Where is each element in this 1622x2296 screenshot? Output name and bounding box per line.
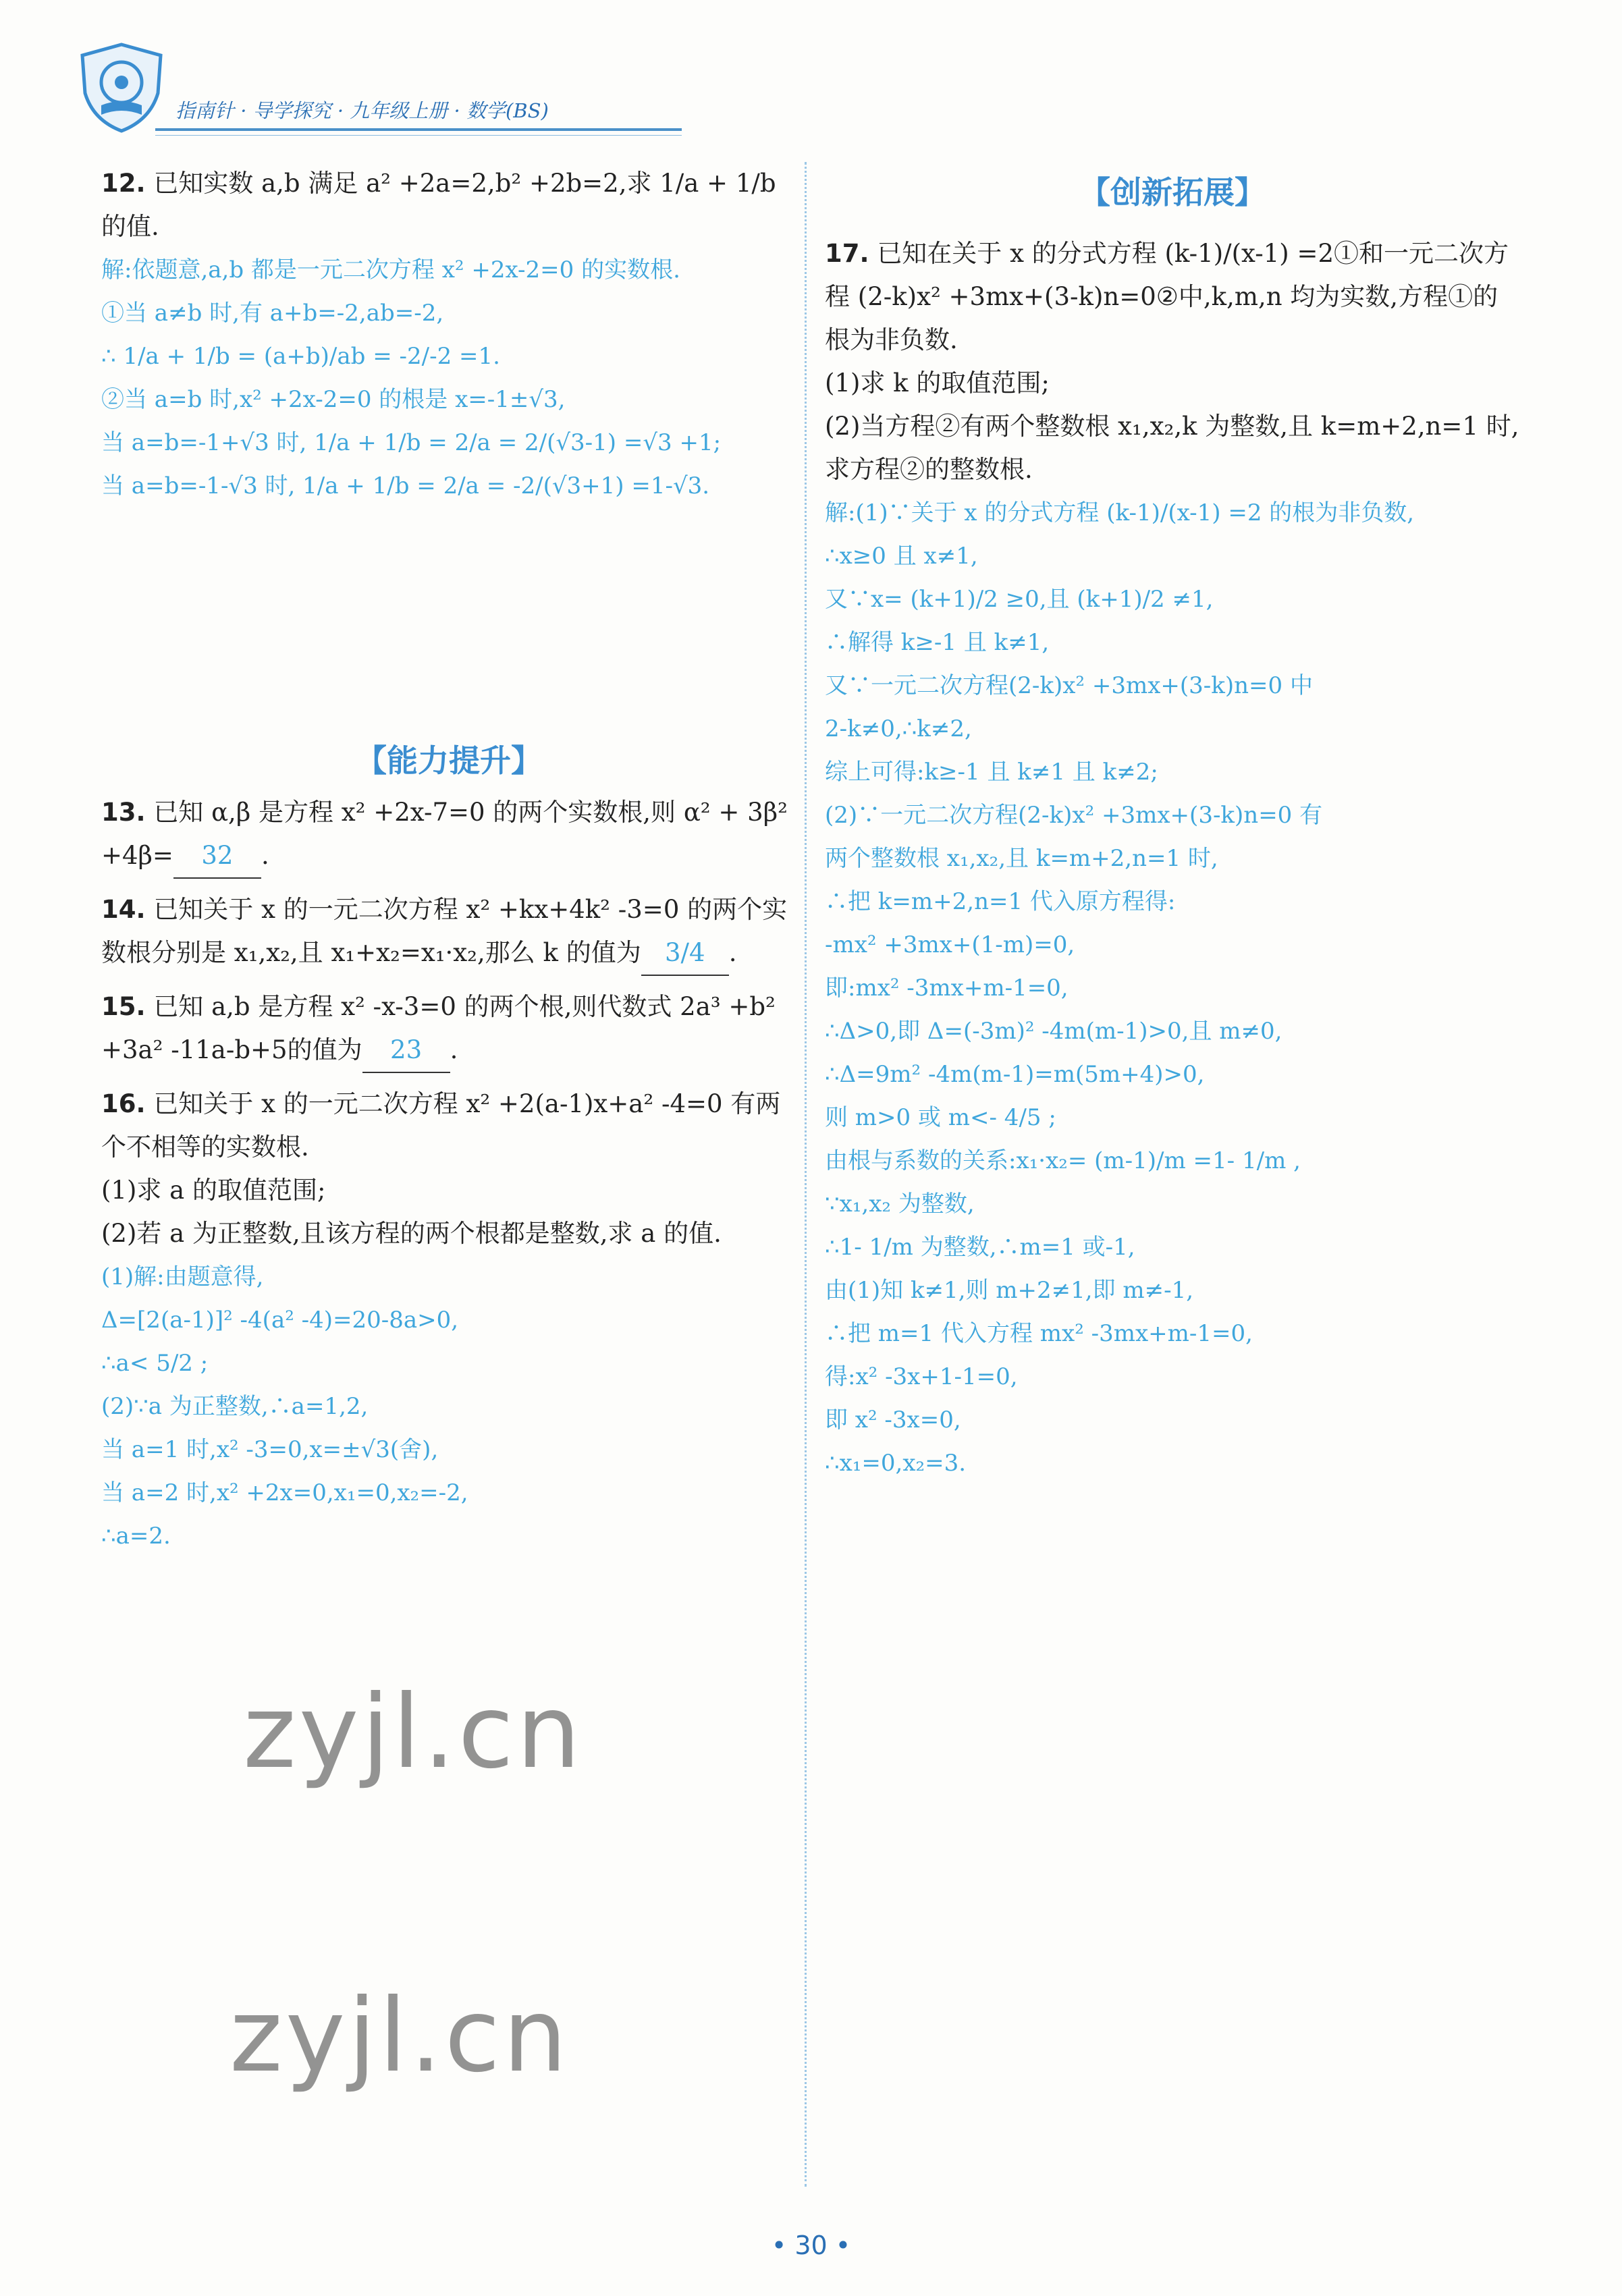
- answer-line: ∴把 k=m+2,n=1 代入原方程得:: [825, 888, 1176, 915]
- header-rule-thin: [155, 135, 682, 136]
- question-number: 13.: [101, 798, 146, 827]
- answer-line: 则 m>0 或 m<- 4/5 ;: [825, 1104, 1056, 1131]
- section-title-innovation: 【创新拓展】: [1079, 174, 1266, 211]
- right-column: [825, 162, 1520, 1485]
- answer-line: 两个整数根 x₁,x₂,且 k=m+2,n=1 时,: [825, 845, 1218, 872]
- answer-line: 当 a=2 时,x² +2x=0,x₁=0,x₂=-2,: [101, 1479, 468, 1506]
- question-number: 17.: [825, 239, 869, 268]
- answer-line: 当 a=b=-1+√3 时, 1/a + 1/b = 2/a = 2/(√3-1) =√3 +1;: [101, 429, 722, 456]
- question-part: (2)若 a 为正整数,且该方程的两个根都是整数,求 a 的值.: [101, 1219, 722, 1248]
- answer-line: 由(1)知 k≠1,则 m+2≠1,即 m≠-1,: [825, 1277, 1194, 1304]
- answer-line: 当 a=1 时,x² -3=0,x=±√3(舍),: [101, 1436, 439, 1463]
- answer-line: 由根与系数的关系:x₁·x₂= (m-1)/m =1- 1/m ,: [825, 1147, 1301, 1174]
- answer-line: 即 x² -3x=0,: [825, 1406, 961, 1433]
- question-tail: .: [728, 938, 737, 967]
- answer-line: ∴Δ=9m² -4m(m-1)=m(5m+4)>0,: [825, 1061, 1205, 1088]
- column-divider: [805, 162, 807, 2187]
- left-column: [101, 162, 796, 1558]
- page-header: [74, 34, 682, 142]
- answer-line: ∴x≥0 且 x≠1,: [825, 543, 978, 570]
- answer-line: 又∵一元二次方程(2-k)x² +3mx+(3-k)n=0 中: [825, 672, 1313, 699]
- answer-line: Δ=[2(a-1)]² -4(a² -4)=20-8a>0,: [101, 1307, 459, 1334]
- answer-line: (1)解:由题意得,: [101, 1263, 264, 1290]
- watermark: zyjl.cn: [243, 1674, 584, 1791]
- question-15: [101, 985, 796, 1073]
- answer-line: ①当 a≠b 时,有 a+b=-2,ab=-2,: [101, 300, 444, 327]
- question-text: 已知在关于 x 的分式方程 (k-1)/(x-1) =2①和一元二次方程 (2-k)x² +3mx+(3-k)n=0②中,k,m,n 均为实数,方程①的根为非负数.: [825, 239, 1509, 354]
- answer-line: 解:依题意,a,b 都是一元二次方程 x² +2x-2=0 的实数根.: [101, 256, 680, 283]
- answer-line: ∵x₁,x₂ 为整数,: [825, 1191, 975, 1218]
- question-number: 14.: [101, 895, 146, 924]
- answer-line: (2)∵一元二次方程(2-k)x² +3mx+(3-k)n=0 有: [825, 802, 1323, 829]
- answer-line: ∴a=2.: [101, 1523, 171, 1550]
- question-part: (1)求 k 的取值范围;: [825, 368, 1050, 398]
- blank-space: [101, 508, 796, 730]
- question-text: 已知实数 a,b 满足 a² +2a=2,b² +2b=2,求 1/a + 1/b 的值.: [101, 169, 776, 241]
- question-14: [101, 888, 796, 976]
- answer-line: ∴1- 1/m 为整数,∴m=1 或-1,: [825, 1234, 1135, 1261]
- question-text: 已知关于 x 的一元二次方程 x² +2(a-1)x+a² -4=0 有两个不相等的实数根.: [101, 1089, 781, 1161]
- question-number: 15.: [101, 992, 146, 1021]
- answer-17: [825, 491, 1520, 1485]
- answer-16: [101, 1255, 796, 1558]
- answer-line: 得:x² -3x+1-1=0,: [825, 1363, 1018, 1390]
- question-number: 16.: [101, 1089, 146, 1118]
- answer-line: ∴ 1/a + 1/b = (a+b)/ab = -2/-2 =1.: [101, 343, 500, 370]
- answer-12: [101, 248, 796, 508]
- header-text: 指南针 · 导学探究 · 九年级上册 · 数学(BS): [175, 99, 549, 122]
- shield-logo-icon: [74, 40, 169, 135]
- question-17: [825, 232, 1520, 362]
- answer-line: ∴x₁=0,x₂=3.: [825, 1450, 967, 1477]
- question-13: [101, 791, 796, 879]
- answer-line: 即:mx² -3mx+m-1=0,: [825, 975, 1069, 1002]
- answer-line: 2-k≠0,∴k≠2,: [825, 715, 972, 742]
- question-12: [101, 162, 796, 248]
- answer-line: ②当 a=b 时,x² +2x-2=0 的根是 x=-1±√3,: [101, 386, 566, 413]
- header-rule: [155, 128, 682, 131]
- answer-blank: 3/4: [641, 931, 729, 976]
- answer-line: 又∵x= (k+1)/2 ≥0,且 (k+1)/2 ≠1,: [825, 586, 1214, 613]
- question-text: 已知 α,β 是方程 x² +2x-7=0 的两个实数根,则 α² + 3β² +4β=: [101, 798, 788, 870]
- answer-line: 综上可得:k≥-1 且 k≠1 且 k≠2;: [825, 759, 1158, 786]
- question-number: 12.: [101, 169, 146, 198]
- page-number: • 30 •: [771, 2231, 851, 2260]
- question-16: [101, 1083, 796, 1169]
- answer-line: ∴解得 k≥-1 且 k≠1,: [825, 629, 1050, 656]
- answer-line: -mx² +3mx+(1-m)=0,: [825, 931, 1075, 958]
- answer-line: 当 a=b=-1-√3 时, 1/a + 1/b = 2/a = -2/(√3+1) =1-√3.: [101, 472, 710, 499]
- answer-line: (2)∵a 为正整数,∴a=1,2,: [101, 1393, 369, 1420]
- question-tail: .: [450, 1035, 458, 1064]
- question-part: (2)当方程②有两个整数根 x₁,x₂,k 为整数,且 k=m+2,n=1 时,求方程②的整数根.: [825, 412, 1519, 484]
- answer-line: ∴a< 5/2 ;: [101, 1350, 209, 1377]
- question-part: (1)求 a 的取值范围;: [101, 1176, 326, 1205]
- answer-blank: 32: [173, 834, 261, 879]
- watermark: zyjl.cn: [229, 1977, 570, 2095]
- question-tail: .: [261, 841, 269, 870]
- answer-line: ∴把 m=1 代入方程 mx² -3mx+m-1=0,: [825, 1320, 1253, 1347]
- section-title-ability: 【能力提升】: [356, 742, 542, 779]
- answer-blank: 23: [362, 1029, 450, 1073]
- answer-line: 解:(1)∵关于 x 的分式方程 (k-1)/(x-1) =2 的根为非负数,: [825, 499, 1415, 526]
- question-text: 已知关于 x 的一元二次方程 x² +kx+4k² -3=0 的两个实数根分别是 x₁,x₂,且 x₁+x₂=x₁·x₂,那么 k 的值为: [101, 895, 788, 967]
- answer-line: ∴Δ>0,即 Δ=(-3m)² -4m(m-1)>0,且 m≠0,: [825, 1018, 1282, 1045]
- question-text: 已知 a,b 是方程 x² -x-3=0 的两个根,则代数式 2a³ +b² +3a² -11a-b+5的值为: [101, 992, 776, 1064]
